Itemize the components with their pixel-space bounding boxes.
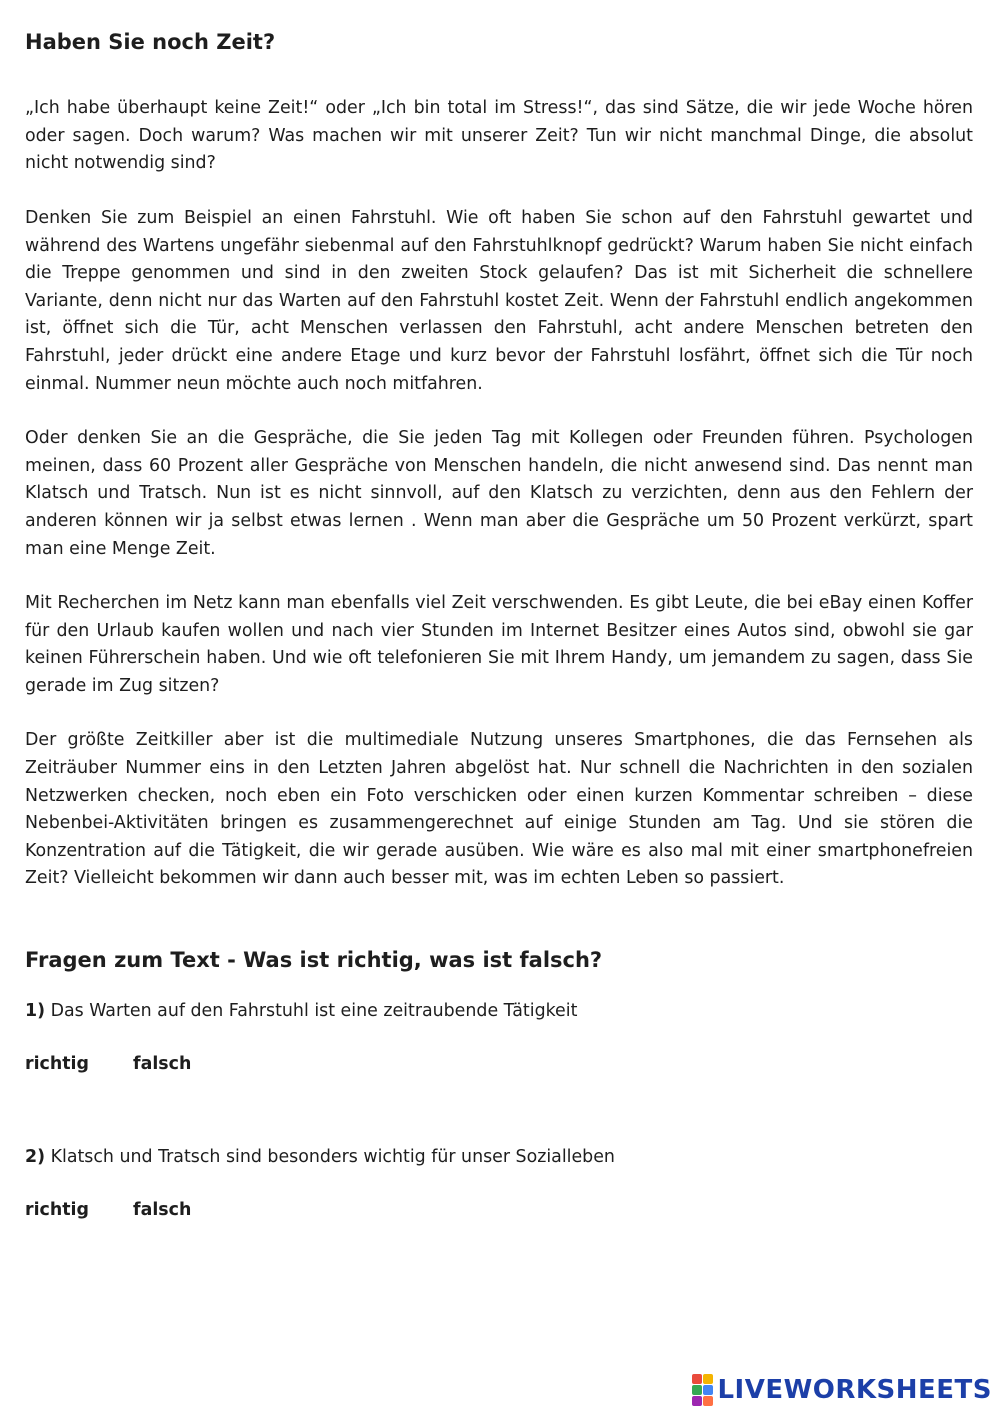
- logo-block: [703, 1396, 713, 1406]
- question-1-text: Das Warten auf den Fahrstuhl ist eine zeitraubende Tätigkeit: [45, 1001, 578, 1022]
- question-1-number: 1): [25, 1001, 46, 1022]
- question-2-option-richtig[interactable]: richtig: [25, 1200, 89, 1221]
- paragraph-2: Denken Sie zum Beispiel an einen Fahrstuhl. Wie oft haben Sie schon auf den Fahrstuhl gewartet und während des Wartens ungefähr siebenmal auf den Fahrstuhlknopf gedrückt? Warum haben Sie nicht einfach die Treppe genommen und sind in den zweiten Stock gelaufen? Das ist mit Sicherheit die schnellere Variante, denn nicht nur das Warten auf den Fahrstuhl kostet Zeit. Wenn der Fahrstuhl endlich angekommen ist, öffnet sich die Tür, acht Menschen verlassen den Fahrstuhl, acht andere Menschen betreten den Fahrstuhl, jeder drückt eine andere Etage und kurz bevor der Fahrstuhl losfährt, öffnet sich die Tür noch einmal. Nummer neun möchte auch noch mitfahren.: [25, 207, 973, 394]
- liveworksheets-brand: [692, 1374, 992, 1406]
- logo-block: [692, 1396, 702, 1406]
- paragraph-5: Der größte Zeitkiller aber ist die multimediale Nutzung unseres Smartphones, die das Fernsehen als Zeiträuber Nummer eins in den Letzten Jahren abgelöst hat. Nur schnell die Nachrichten in den sozialen Netzwerken checken, noch eben ein Foto verschicken oder einen kurzen Kommentar schreiben – diese Nebenbei-Aktivitäten bringen es zusammengerechnet auf einige Stunden am Tag. Und sie stören die Konzentration auf die Tätigkeit, die wir gerade ausüben. Wie wäre es also mal mit einer smartphonefreien Zeit? Vielleicht bekommen wir dann auch besser mit, was im echten Leben so passiert.: [25, 730, 973, 889]
- question-2: [25, 1144, 973, 1171]
- question-1-option-falsch[interactable]: falsch: [133, 1054, 192, 1075]
- paragraph-3: Oder denken Sie an die Gespräche, die Sie jeden Tag mit Kollegen oder Freunden führen. Psychologen meinen, dass 60 Prozent aller Gespräche von Menschen handeln, die nicht anwesend sind. Das nennt man Klatsch und Tratsch. Nun ist es nicht sinnvoll, auf den Klatsch zu verzichten, denn aus den Fehlern der anderen können wir ja selbst etwas lernen . Wenn man aber die Gespräche um 50 Prozent verkürzt, spart man eine Menge Zeit.: [25, 428, 973, 559]
- question-2-option-falsch[interactable]: falsch: [133, 1200, 192, 1221]
- question-2-answers: [25, 1200, 973, 1220]
- question-1-option-richtig[interactable]: richtig: [25, 1054, 89, 1075]
- logo-block: [703, 1385, 713, 1395]
- logo-block: [703, 1374, 713, 1384]
- paragraph-1: „Ich habe überhaupt keine Zeit!“ oder „Ich bin total im Stress!“, das sind Sätze, die wir jede Woche hören oder sagen. Doch warum? Was machen wir mit unserer Zeit? Tun wir nicht manchmal Dinge, die absolut nicht notwendig sind?: [25, 98, 973, 174]
- worksheet-page: [25, 30, 973, 1290]
- logo-block: [692, 1385, 702, 1395]
- quiz-heading: Fragen zum Text - Was ist richtig, was ist falsch?: [25, 948, 603, 973]
- question-2-text: Klatsch und Tratsch sind besonders wichtig für unser Sozialleben: [45, 1147, 615, 1168]
- logo-block: [692, 1374, 702, 1384]
- question-2-number: 2): [25, 1147, 46, 1168]
- question-1-answers: [25, 1054, 973, 1074]
- page-title: Haben Sie noch Zeit?: [25, 30, 276, 54]
- brand-name: LIVEWORKSHEETS: [717, 1375, 992, 1405]
- paragraph-4: Mit Recherchen im Netz kann man ebenfalls viel Zeit verschwenden. Es gibt Leute, die bei eBay einen Koffer für den Urlaub kaufen wollen und nach vier Stunden im Internet Besitzer eines Autos sind, obwohl sie gar keinen Führerschein haben. Und wie oft telefonieren Sie mit Ihrem Handy, um jemandem zu sagen, dass Sie gerade im Zug sitzen?: [25, 593, 973, 696]
- question-1: [25, 998, 973, 1025]
- liveworksheets-logo-icon: [692, 1374, 713, 1406]
